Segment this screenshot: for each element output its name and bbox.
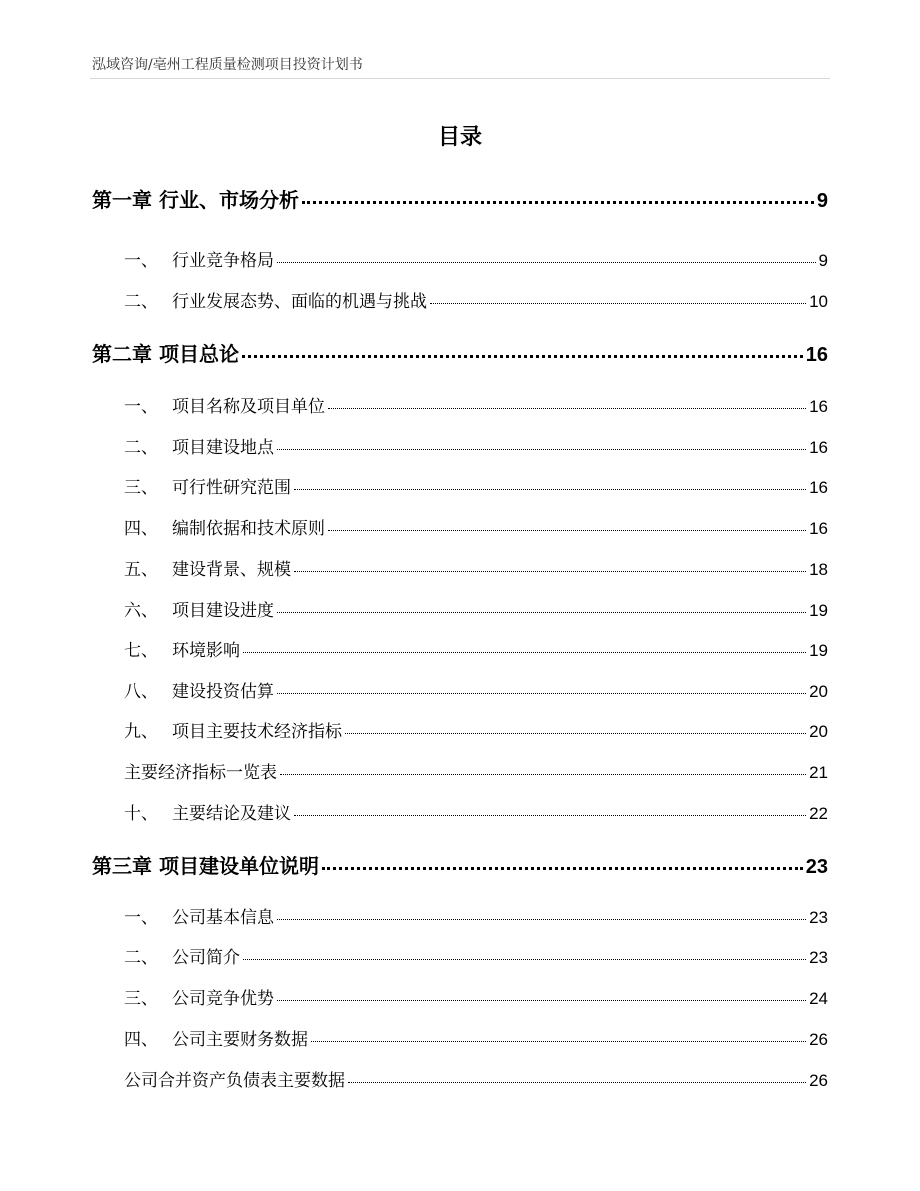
toc-page-number: 23: [805, 856, 828, 878]
toc-page-number: 16: [809, 478, 828, 497]
dot-leader: [311, 1041, 806, 1042]
toc-chapter-entry[interactable]: [92, 850, 828, 879]
toc-page-number: 16: [809, 438, 828, 457]
toc-entry-label: [124, 392, 325, 417]
toc-entry-label: [124, 758, 277, 783]
dot-leader: [277, 612, 806, 613]
toc-entry-number: 四、: [124, 1030, 158, 1050]
toc-entry-label: [124, 636, 240, 661]
toc-entry-label: [124, 943, 240, 968]
dot-leader: [430, 303, 806, 304]
toc-section-entry[interactable]: [124, 1025, 828, 1050]
toc-entry-text: 行业发展态势、面临的机遇与挑战: [172, 292, 427, 312]
toc-page-number: 9: [818, 251, 828, 270]
toc-section-entry[interactable]: [124, 433, 828, 458]
toc-entry-number: 七、: [124, 641, 158, 661]
toc-section-entry[interactable]: [124, 392, 828, 417]
toc-section-entry[interactable]: [124, 1066, 828, 1091]
toc-page-number: 16: [809, 519, 828, 538]
toc-entry-text: 行业竞争格局: [172, 251, 274, 271]
toc-entry-text: 公司简介: [172, 948, 240, 968]
toc-entry-label: [124, 1066, 345, 1091]
dot-leader: [277, 919, 806, 920]
toc-page-number: 20: [809, 722, 828, 741]
toc-entry-label: [124, 799, 291, 824]
toc-entry-label: [124, 555, 291, 580]
toc-section-entry[interactable]: [124, 636, 828, 661]
toc-entry-number: 二、: [124, 292, 158, 312]
toc-entry-label: [92, 184, 299, 213]
toc-entry-text: 编制依据和技术原则: [172, 519, 325, 539]
toc-entry-text: 项目建设地点: [172, 438, 274, 458]
toc-entry-text: 环境影响: [172, 641, 240, 661]
toc-entry-label: [124, 596, 274, 621]
toc-section-entry[interactable]: [124, 555, 828, 580]
toc-page-number: 23: [809, 948, 828, 967]
toc-entry-label: [124, 514, 325, 539]
toc-entry-label: [124, 677, 274, 702]
toc-page-number: 24: [809, 989, 828, 1008]
dot-leader: [242, 355, 803, 358]
toc-entry-label: [124, 903, 274, 928]
dot-leader: [277, 693, 806, 694]
toc-entry-label: [124, 984, 274, 1009]
toc-page-number: 16: [805, 344, 828, 366]
toc-entry-number: 九、: [124, 722, 158, 742]
toc-entry-text: 建设投资估算: [172, 682, 274, 702]
toc-section-entry[interactable]: [124, 287, 828, 312]
toc-page-number: 26: [809, 1071, 828, 1090]
toc-entry-number: 三、: [124, 989, 158, 1009]
toc-section-entry[interactable]: [124, 677, 828, 702]
toc-section-entry[interactable]: [124, 984, 828, 1009]
toc-page-number: 22: [809, 804, 828, 823]
toc-entry-text: 第二章 项目总论: [92, 342, 239, 366]
toc-section-entry[interactable]: [124, 514, 828, 539]
toc-section-entry[interactable]: [124, 943, 828, 968]
toc-page-number: 19: [809, 601, 828, 620]
toc-entry-label: [124, 717, 342, 742]
toc-section-entry[interactable]: [124, 246, 828, 271]
toc-entry-label: [124, 473, 291, 498]
toc-section-entry[interactable]: [124, 596, 828, 621]
dot-leader: [348, 1082, 806, 1083]
toc-entry-number: 二、: [124, 438, 158, 458]
dot-leader: [243, 652, 806, 653]
dot-leader: [277, 449, 806, 450]
toc-chapter-entry[interactable]: [92, 338, 828, 367]
toc-entry-number: 八、: [124, 682, 158, 702]
toc-entry-number: 十、: [124, 804, 158, 824]
toc-entry-number: 一、: [124, 397, 158, 417]
toc-entry-number: 四、: [124, 519, 158, 539]
toc-entry-text: 主要结论及建议: [172, 804, 291, 824]
dot-leader: [302, 201, 814, 204]
toc-entry-number: 一、: [124, 908, 158, 928]
toc-section-entry[interactable]: [124, 717, 828, 742]
toc-entry-text: 建设背景、规模: [172, 560, 291, 580]
toc-page-number: 26: [809, 1030, 828, 1049]
toc-page-number: 16: [809, 397, 828, 416]
toc-entry-label: [124, 246, 274, 271]
toc-page-number: 18: [809, 560, 828, 579]
toc-entry-text: 第三章 项目建设单位说明: [92, 854, 319, 878]
toc-entry-text: 公司主要财务数据: [172, 1030, 308, 1050]
toc-entry-number: 三、: [124, 478, 158, 498]
toc-entry-text: 主要经济指标一览表: [124, 763, 277, 783]
dot-leader: [277, 1000, 806, 1001]
toc-entry-text: 第一章 行业、市场分析: [92, 188, 299, 212]
toc-section-entry[interactable]: [124, 903, 828, 928]
dot-leader: [345, 733, 806, 734]
toc-entry-label: [92, 338, 239, 367]
dot-leader: [243, 959, 806, 960]
toc-entry-number: 二、: [124, 948, 158, 968]
toc-entry-label: [124, 433, 274, 458]
page-header: 泓域咨询/亳州工程质量检测项目投资计划书: [92, 57, 363, 73]
header-divider: [90, 78, 830, 79]
toc-entry-label: [124, 1025, 308, 1050]
toc-entry-text: 项目主要技术经济指标: [172, 722, 342, 742]
toc-entry-number: 六、: [124, 601, 158, 621]
toc-entry-text: 项目名称及项目单位: [172, 397, 325, 417]
toc-entry-text: 公司合并资产负债表主要数据: [124, 1071, 345, 1091]
toc-entry-label: [92, 850, 319, 879]
dot-leader: [294, 815, 806, 816]
dot-leader: [294, 571, 806, 572]
dot-leader: [322, 867, 803, 870]
toc-page-number: 23: [809, 908, 828, 927]
toc-chapter-entry[interactable]: [92, 184, 828, 213]
toc-page-number: 20: [809, 682, 828, 701]
toc-entry-number: 一、: [124, 251, 158, 271]
toc-page-number: 19: [809, 641, 828, 660]
toc-entry-label: [124, 287, 427, 312]
toc-page-number: 10: [809, 292, 828, 311]
toc-page-number: 21: [809, 763, 828, 782]
dot-leader: [294, 489, 806, 490]
toc-entry-text: 公司竞争优势: [172, 989, 274, 1009]
toc-section-entry[interactable]: [124, 799, 828, 824]
toc-entry-number: 五、: [124, 560, 158, 580]
dot-leader: [328, 408, 806, 409]
toc-entry-text: 项目建设进度: [172, 601, 274, 621]
toc-page-number: 9: [816, 190, 828, 212]
toc-entry-text: 可行性研究范围: [172, 478, 291, 498]
toc-section-entry[interactable]: [124, 758, 828, 783]
toc-section-entry[interactable]: [124, 473, 828, 498]
dot-leader: [277, 262, 816, 263]
dot-leader: [328, 530, 806, 531]
toc-title: 目录: [437, 125, 482, 150]
toc-entry-text: 公司基本信息: [172, 908, 274, 928]
dot-leader: [280, 774, 806, 775]
